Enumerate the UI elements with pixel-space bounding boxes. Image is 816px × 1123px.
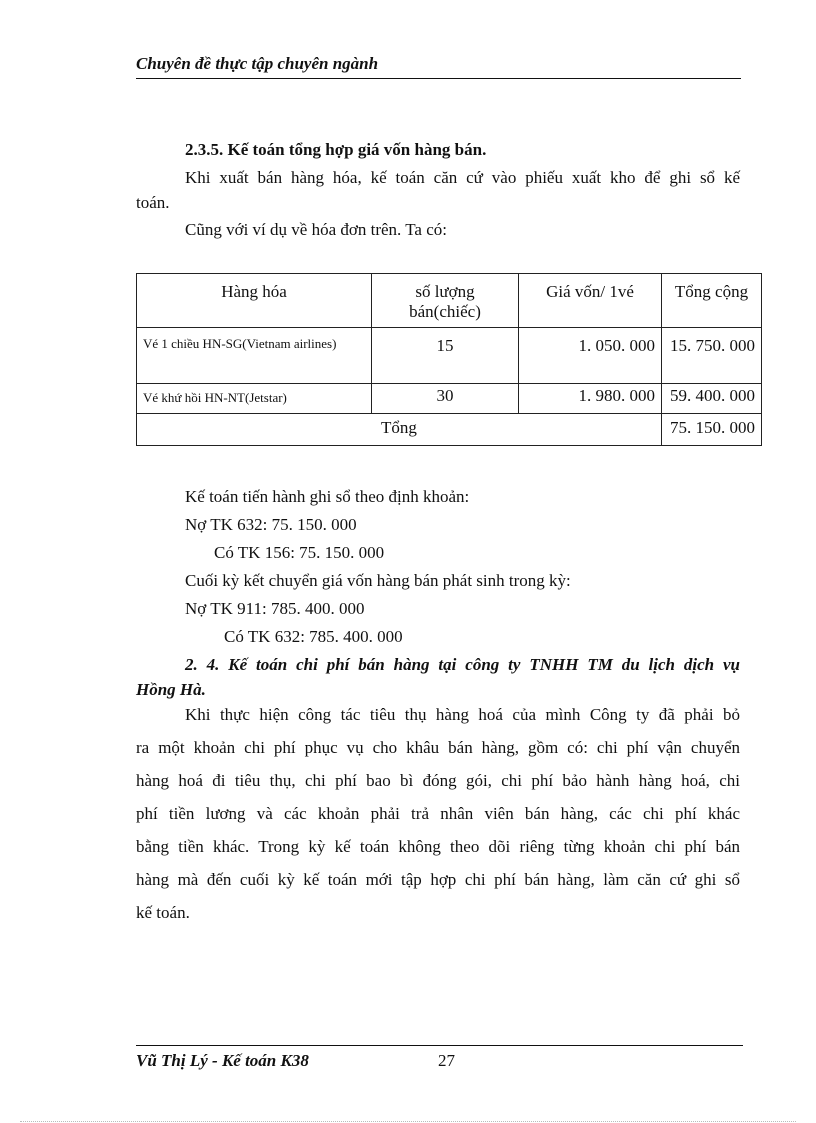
header-cell-price: Giá vốn/ 1vé bbox=[519, 274, 662, 328]
row-qty: 15 bbox=[372, 328, 519, 384]
paragraph-line: phí tiền lương và các khoản phải trả nhân viên bán hàng, các chi phí khác bbox=[136, 804, 740, 823]
entry-line-4: Cuối kỳ kết chuyển giá vốn hàng bán phát sinh trong kỳ: bbox=[185, 571, 571, 590]
paragraph-line: Khi thực hiện công tác tiêu thụ hàng hoá của mình Công ty đã phải bỏ bbox=[185, 705, 740, 724]
section2-heading-line-1: 2. 4. Kế toán chi phí bán hàng tại công ty TNHH TM du lịch dịch vụ bbox=[185, 655, 740, 674]
cost-table bbox=[136, 273, 762, 446]
header-cell-item: Hàng hóa bbox=[137, 274, 372, 328]
paragraph-line: ra một khoản chi phí phục vụ cho khâu bán hàng, gồm có: chi phí vận chuyển bbox=[136, 738, 740, 757]
row-item: Vé khứ hồi HN-NT(Jetstar) bbox=[137, 384, 372, 414]
entry-line-3: Có TK 156: 75. 150. 000 bbox=[214, 543, 385, 562]
header-cell-qty: số lượng bán(chiếc) bbox=[372, 274, 519, 328]
page-bottom-border bbox=[20, 1121, 796, 1122]
row-price: 1. 050. 000 bbox=[519, 328, 662, 384]
paragraph-line: hàng mà đến cuối kỳ kế toán mới tập hợp chi phí bán hàng, làm căn cứ ghi sổ bbox=[136, 870, 740, 889]
intro-line-3: Cũng với ví dụ về hóa đơn trên. Ta có: bbox=[185, 220, 447, 239]
total-label: Tổng bbox=[137, 414, 662, 446]
table-row bbox=[137, 328, 762, 384]
table-row bbox=[137, 384, 762, 414]
section2-heading-line-2: Hồng Hà. bbox=[136, 680, 206, 699]
table-total-row bbox=[137, 414, 762, 446]
entry-line-5: Nợ TK 911: 785. 400. 000 bbox=[185, 599, 365, 618]
paragraph-line: kế toán. bbox=[136, 903, 190, 922]
page-number: 27 bbox=[438, 1051, 455, 1070]
entry-line-6: Có TK 632: 785. 400. 000 bbox=[224, 627, 403, 646]
row-qty: 30 bbox=[372, 384, 519, 414]
row-item: Vé 1 chiều HN-SG(Vietnam airlines) bbox=[137, 328, 372, 384]
paragraph-line: bằng tiền khác. Trong kỳ kế toán không theo dõi riêng từng khoản chi phí bán bbox=[136, 837, 740, 856]
footer-divider bbox=[136, 1045, 743, 1046]
section-heading: 2.3.5. Kế toán tổng hợp giá vốn hàng bán. bbox=[185, 140, 487, 159]
total-value: 75. 150. 000 bbox=[662, 414, 762, 446]
intro-line-2: toán. bbox=[136, 193, 170, 212]
paragraph-line: hàng hoá đi tiêu thụ, chi phí bao bì đóng gói, chi phí bảo hành hàng hoá, chi bbox=[136, 771, 740, 790]
row-total: 59. 400. 000 bbox=[662, 384, 762, 414]
header-cell-total: Tổng cộng bbox=[662, 274, 762, 328]
entry-line-2: Nợ TK 632: 75. 150. 000 bbox=[185, 515, 357, 534]
table-header-row bbox=[137, 274, 762, 328]
footer-author: Vũ Thị Lý - Kế toán K38 bbox=[136, 1051, 309, 1070]
row-price: 1. 980. 000 bbox=[519, 384, 662, 414]
row-total: 15. 750. 000 bbox=[662, 328, 762, 384]
header-divider bbox=[136, 78, 741, 79]
entry-line-1: Kế toán tiến hành ghi sổ theo định khoản: bbox=[185, 487, 470, 506]
page-header-title: Chuyên đề thực tập chuyên ngành bbox=[136, 54, 379, 73]
intro-line-1: Khi xuất bán hàng hóa, kế toán căn cứ vào phiếu xuất kho để ghi sổ kế bbox=[185, 168, 740, 187]
